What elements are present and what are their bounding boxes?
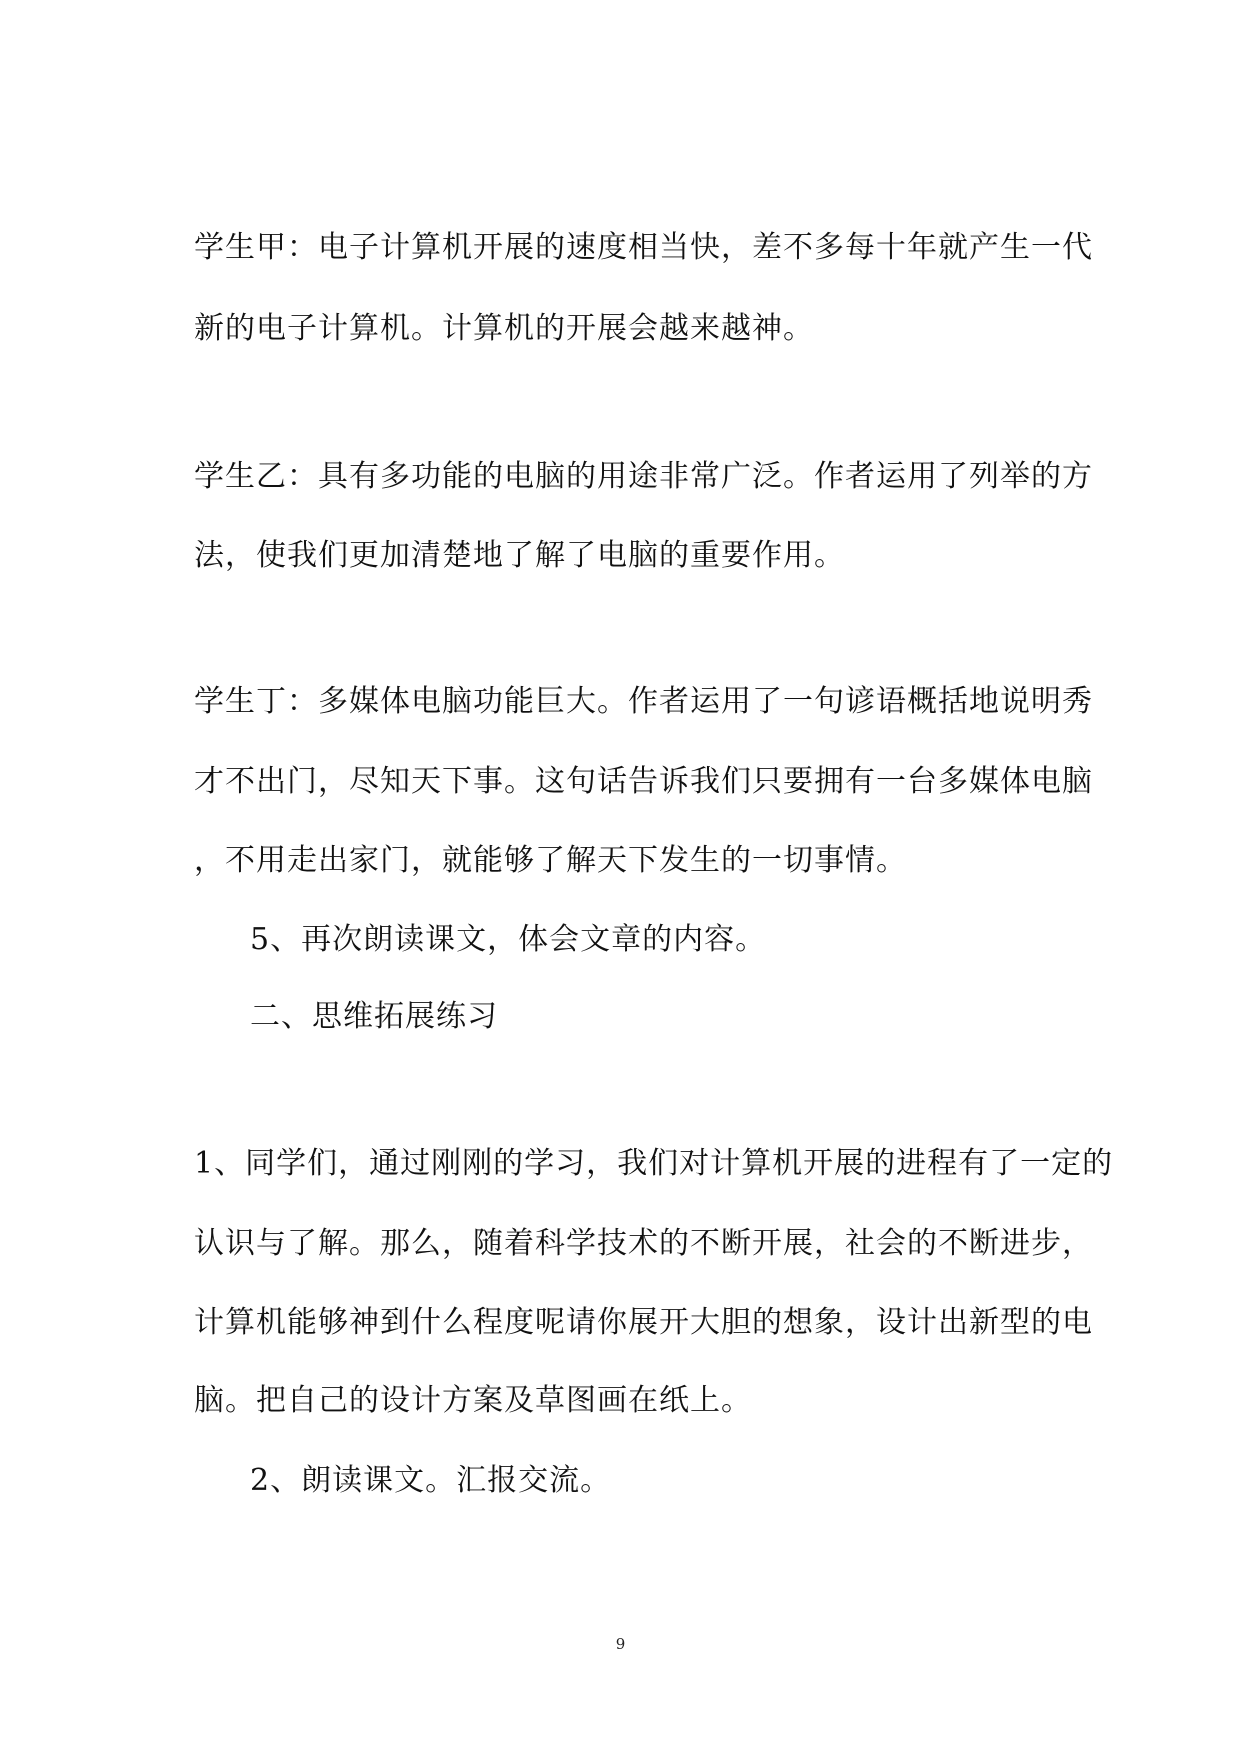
- page-number: 9: [615, 1635, 626, 1653]
- paragraph-line: 5、再次朗读课文，体会文章的内容。: [250, 922, 767, 957]
- paragraph-line: 1、同学们，通过刚刚的学习，我们对计算机开展的进程有了一定的: [194, 1146, 1114, 1181]
- paragraph-line: 才不出门，尽知天下事。这句话告诉我们只要拥有一台多媒体电脑: [194, 764, 1093, 799]
- paragraph-line: 学生甲：电子计算机开展的速度相当快，差不多每十年就产生一代: [194, 230, 1093, 265]
- paragraph-line: ，不用走出家门，就能够了解天下发生的一切事情。: [194, 843, 907, 878]
- paragraph-line: 计算机能够神到什么程度呢请你展开大胆的想象，设计出新型的电: [194, 1305, 1093, 1340]
- paragraph-line: 学生丁：多媒体电脑功能巨大。作者运用了一句谚语概括地说明秀: [194, 684, 1093, 719]
- paragraph-line: 脑。把自己的设计方案及草图画在纸上。: [194, 1383, 752, 1418]
- section-heading: 二、思维拓展练习: [250, 999, 498, 1034]
- paragraph-line: 学生乙：具有多功能的电脑的用途非常广泛。作者运用了列举的方: [194, 459, 1093, 494]
- paragraph-line: 法，使我们更加清楚地了解了电脑的重要作用。: [194, 538, 845, 573]
- paragraph-line: 新的电子计算机。计算机的开展会越来越神。: [194, 311, 814, 346]
- paragraph-line: 2、朗读课文。汇报交流。: [250, 1463, 612, 1498]
- paragraph-line: 认识与了解。那么，随着科学技术的不断开展，社会的不断进步，: [194, 1226, 1093, 1261]
